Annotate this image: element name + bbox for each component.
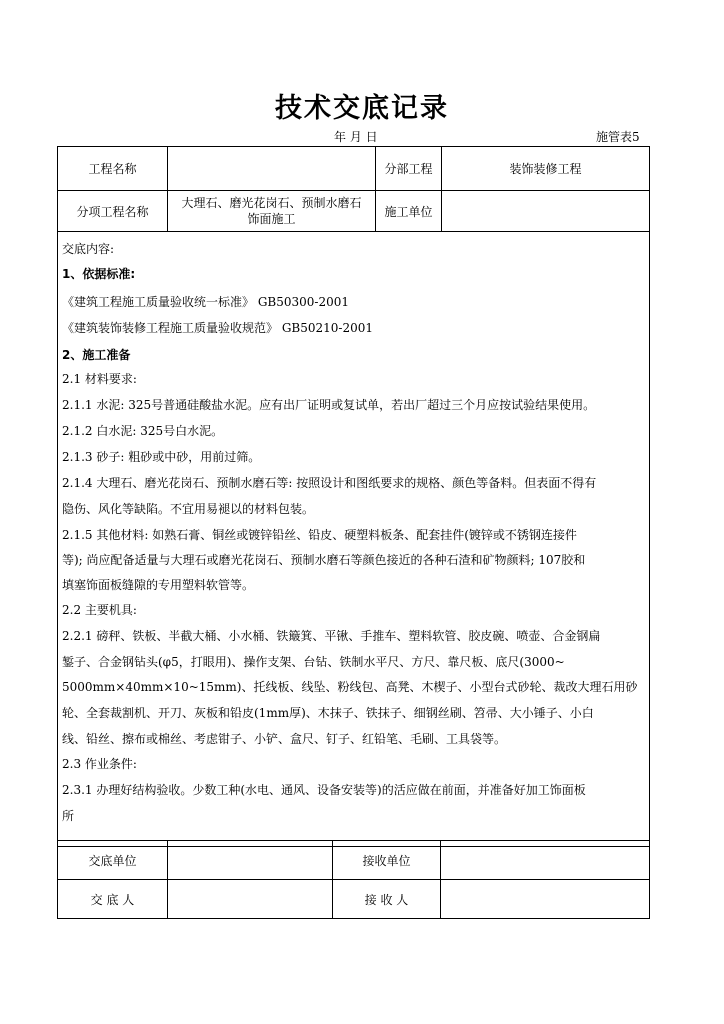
content-line: 2.3.1 办理好结构验收。少数工种(水电、通风、设备安装等)的活应做在前面，并准备好加工饰面板 [62, 783, 586, 797]
subitem-value-line2: 饰面施工 [247, 212, 296, 226]
content-line: 2.1 材料要求: [62, 372, 137, 386]
content-line: 2.1.4 大理石、磨光花岗石、预制水磨石等: 按照设计和图纸要求的规格、颜色等备料。但表面不得有 [62, 476, 597, 490]
content-line: 錾子、合金钢钻头(φ5，打眼用)、操作支架、台钻、铁制水平尺、方尺、靠尺板、底尺(3000~ [62, 655, 565, 669]
content-line: 2、施工准备 [62, 348, 131, 362]
content-line: 2.1.1 水泥: 325号普通硅酸盐水泥。应有出厂证明或复试单，若出厂超过三个月应按试验结果使用。 [62, 398, 596, 412]
content-line: 2.1.5 其他材料: 如熟石膏、铜丝或镀锌铅丝、铅皮、硬塑料板条、配套挂件(镀锌或不锈钢连接件 [62, 528, 577, 542]
subitem-value-line1: 大理石、磨光花岗石、预制水磨石 [181, 196, 362, 210]
content-line: 2.1.3 砂子: 粗砂或中砂，用前过筛。 [62, 450, 261, 464]
form-number: 施管表5 [596, 130, 640, 144]
handover-unit-label: 交底单位 [58, 841, 168, 880]
signature-table [57, 840, 650, 919]
date-label: 年 月 日 [334, 130, 378, 144]
division-label: 分部工程 [376, 147, 442, 191]
receiver-unit-label: 接收单位 [333, 841, 441, 880]
table-row [58, 147, 650, 191]
content-line: 等); 尚应配备适量与大理石或磨光花岗石、预制水磨石等颜色接近的各种石渣和矿物颜料; 107胶和 [62, 553, 586, 567]
content-line: 隐伤、风化等缺陷。不宜用易褪以的材料包装。 [62, 502, 315, 516]
content-line: 线、铅丝、擦布或棉丝、考虑钳子、小铲、盒尺、钉子、红铅笔、毛刷、工具袋等。 [62, 732, 507, 746]
handover-person-value[interactable] [168, 880, 333, 919]
content-line: 《建筑工程施工质量验收统一标准》 GB50300-2001 [62, 295, 349, 309]
handover-person-label: 交 底 人 [58, 880, 168, 919]
content-line: 2.3 作业条件: [62, 757, 137, 771]
content-intro: 交底内容: [62, 242, 115, 256]
table-row [58, 841, 650, 880]
receiver-unit-value[interactable] [441, 841, 650, 880]
content-line: 2.2 主要机具: [62, 603, 137, 617]
disclosure-table [57, 146, 650, 847]
table-row [58, 232, 650, 847]
receiver-person-value[interactable] [441, 880, 650, 919]
table-row [58, 191, 650, 232]
content-line: 填塞饰面板缝隙的专用塑料软管等。 [62, 578, 255, 592]
content-line: 2.2.1 磅秤、铁板、半截大桶、小水桶、铁簸箕、平锹、手推车、塑料软管、胶皮碗、喷壶、合金钢扁 [62, 629, 601, 643]
content-line: 2.1.2 白水泥: 325号白水泥。 [62, 424, 224, 438]
unit-value[interactable] [442, 191, 650, 232]
content-line: 《建筑装饰装修工程施工质量验收规范》 GB50210-2001 [62, 321, 373, 335]
subitem-label: 分项工程名称 [58, 191, 168, 232]
project-name-value[interactable] [168, 147, 376, 191]
project-name-label: 工程名称 [58, 147, 168, 191]
content-line: 轮、全套裁割机、开刀、灰板和铅皮(1mm厚)、木抹子、铁抹子、细钢丝刷、笤帚、大小锤子、小白 [62, 706, 594, 720]
content-line: 所 [62, 809, 75, 823]
disclosure-content-cell [58, 232, 650, 847]
disclosure-content [62, 232, 645, 844]
division-value[interactable]: 装饰装修工程 [442, 147, 650, 191]
receiver-person-label: 接 收 人 [333, 880, 441, 919]
content-line: 1、依据标准: [62, 267, 136, 281]
document-title: 技术交底记录 [275, 93, 449, 124]
table-row [58, 880, 650, 919]
handover-unit-value[interactable] [168, 841, 333, 880]
unit-label: 施工单位 [376, 191, 442, 232]
content-line: 5000mm×40mm×10~15mm)、托线板、线坠、粉线包、高凳、木楔子、小型台式砂轮、裁改大理石用砂 [62, 680, 638, 694]
subitem-value[interactable] [168, 191, 376, 232]
